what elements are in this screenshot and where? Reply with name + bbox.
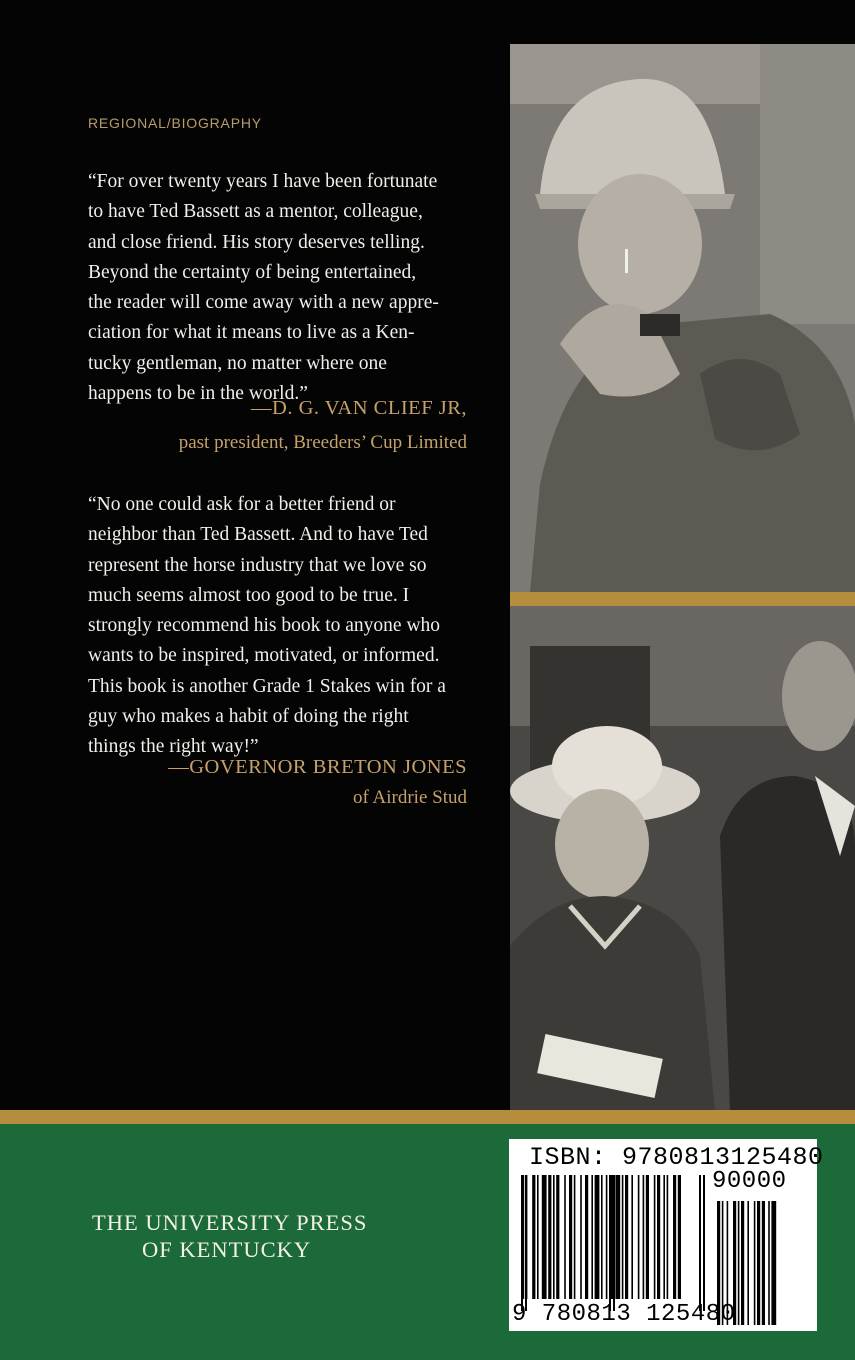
barcode-bar bbox=[595, 1175, 600, 1299]
quote-2-attribution: —GOVERNOR BRETON JONES bbox=[168, 756, 467, 778]
barcode-bar bbox=[601, 1175, 603, 1299]
barcode-bar bbox=[703, 1175, 705, 1311]
barcode-bar bbox=[699, 1175, 701, 1311]
quote-line: ciation for what it means to live as a Ken- bbox=[88, 322, 415, 344]
barcode-bar bbox=[625, 1175, 628, 1299]
isbn-label: ISBN: 9780813125480 bbox=[529, 1143, 824, 1172]
barcode-bar bbox=[556, 1175, 559, 1299]
barcode-bar bbox=[754, 1201, 756, 1325]
soldier-photo-illustration bbox=[510, 44, 855, 592]
gold-divider-line bbox=[0, 1110, 855, 1124]
barcode-bar bbox=[673, 1175, 676, 1299]
barcode-bar bbox=[525, 1175, 527, 1311]
barcode-bar bbox=[638, 1175, 640, 1299]
quote-1-attribution: —D. G. VAN CLIEF JR, bbox=[251, 397, 467, 419]
barcode-bar bbox=[741, 1201, 744, 1325]
barcode-bar bbox=[622, 1175, 624, 1299]
barcode-bar bbox=[654, 1175, 656, 1299]
barcode-bar bbox=[613, 1175, 615, 1311]
barcode-bar bbox=[768, 1201, 770, 1325]
quote-line: happens to be in the world.” bbox=[88, 383, 308, 405]
quote-line: represent the horse industry that we love so bbox=[88, 554, 427, 576]
barcode-bar bbox=[771, 1201, 776, 1325]
soldier-photo bbox=[510, 44, 855, 592]
barcode-bar bbox=[643, 1175, 645, 1299]
category-label: REGIONAL/BIOGRAPHY bbox=[88, 115, 262, 131]
quote-line: neighbor than Ted Bassett. And to have Ted bbox=[88, 524, 428, 546]
barcode-bar bbox=[663, 1175, 665, 1299]
barcode-bar bbox=[615, 1175, 620, 1299]
barcode-addon-number: 90000 bbox=[712, 1168, 787, 1195]
quote-line: “For over twenty years I have been fortunate bbox=[88, 171, 438, 192]
barcode-bar bbox=[631, 1175, 633, 1299]
barcode-bar bbox=[591, 1175, 593, 1299]
barcode-bar bbox=[585, 1175, 588, 1299]
quote-line: things the right way!” bbox=[88, 736, 259, 758]
barcode-bar bbox=[574, 1175, 576, 1299]
quote-line: This book is another Grade 1 Stakes win for a bbox=[88, 675, 446, 697]
quote-line: strongly recommend his book to anyone who bbox=[88, 615, 441, 637]
blurb-quote-2 bbox=[88, 490, 478, 763]
barcode-bar bbox=[609, 1175, 611, 1311]
barcode-bar bbox=[569, 1175, 572, 1299]
quote-2-affiliation: of Airdrie Stud bbox=[353, 787, 467, 808]
publisher-name bbox=[92, 1209, 367, 1263]
barcode-bar bbox=[667, 1175, 669, 1299]
quote-1-affiliation: past president, Breeders’ Cup Limited bbox=[178, 432, 467, 453]
quote-line: guy who makes a habit of doing the right bbox=[88, 706, 409, 728]
barcode-bar bbox=[542, 1175, 547, 1299]
barcode-bar bbox=[678, 1175, 681, 1299]
queen-photo bbox=[510, 606, 855, 1110]
barcode-bar bbox=[580, 1175, 582, 1299]
quote-line: much seems almost too good to be true. I bbox=[88, 584, 410, 606]
barcode-ean-digits: 9 780813 125480 bbox=[512, 1301, 736, 1328]
quote-line: to have Ted Bassett as a mentor, colleague, bbox=[88, 201, 423, 223]
barcode-bar bbox=[537, 1175, 539, 1299]
barcode-bar bbox=[757, 1201, 760, 1325]
barcode-bar bbox=[646, 1175, 649, 1299]
blurb-quote-1 bbox=[88, 167, 478, 409]
barcode-bar bbox=[548, 1175, 551, 1299]
barcode-bar bbox=[521, 1175, 523, 1311]
quote-line: and close friend. His story deserves telling. bbox=[88, 231, 425, 253]
publisher-line: OF KENTUCKY bbox=[142, 1237, 312, 1262]
barcode-bar bbox=[553, 1175, 555, 1299]
barcode-bar bbox=[564, 1175, 566, 1299]
barcode-bar bbox=[762, 1201, 765, 1325]
quote-line: “No one could ask for a better friend or bbox=[88, 494, 396, 515]
barcode-bar bbox=[657, 1175, 660, 1299]
barcode-bar bbox=[738, 1201, 740, 1325]
photo-divider-band bbox=[510, 592, 855, 606]
barcode-bar bbox=[532, 1175, 535, 1299]
quote-line: wants to be inspired, motivated, or informed. bbox=[88, 645, 440, 667]
quote-line: tucky gentleman, no matter where one bbox=[88, 352, 387, 374]
quote-line: the reader will come away with a new appre- bbox=[88, 292, 439, 314]
quote-line: Beyond the certainty of being entertained, bbox=[88, 261, 417, 283]
queen-photo-illustration bbox=[510, 606, 855, 1110]
publisher-line: THE UNIVERSITY PRESS bbox=[92, 1210, 368, 1235]
barcode-bar bbox=[747, 1201, 749, 1325]
barcode-bar bbox=[606, 1175, 608, 1299]
